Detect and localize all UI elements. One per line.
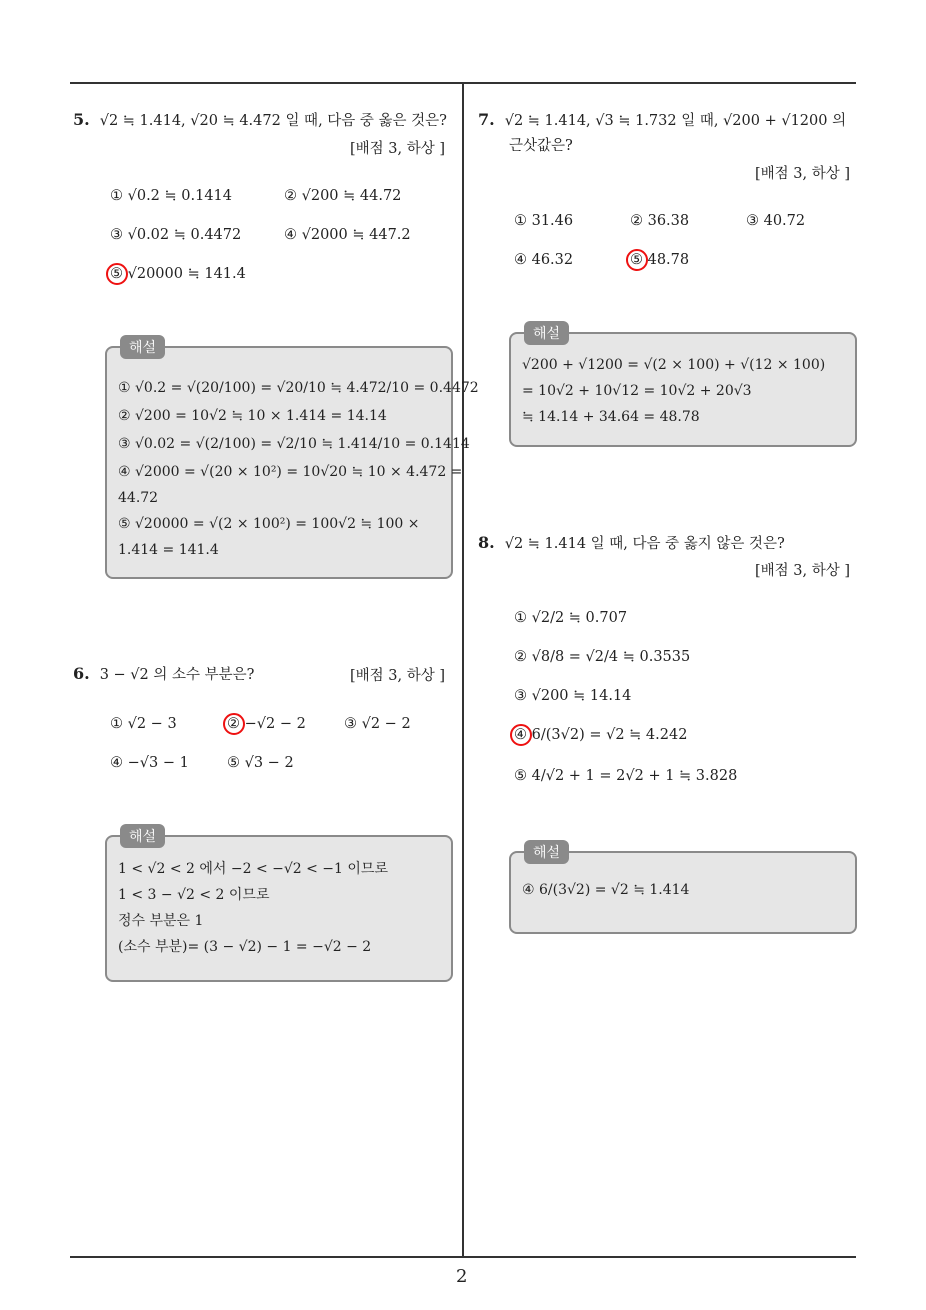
q5-option-5[interactable]: ⑤ √20000 ≒ 141.4 [110,266,246,282]
q6-answer-marker [223,713,245,735]
q5-solution-line: ① √0.2 = √(20/100) = √20/10 ≒ 4.472/10 = 0.4472 [118,380,479,396]
q6-option-3[interactable]: ③ √2 − 2 [344,716,411,732]
q7-option-5[interactable]: ⑤ 48.78 [630,252,690,268]
q6-solution-line: 1 < √2 < 2 에서 −2 < −√2 < −1 이므로 [118,861,388,877]
q8-option-4[interactable]: ④ 6/(3√2) = √2 ≒ 4.242 [514,727,688,743]
q6-option-1[interactable]: ① √2 − 3 [110,716,177,732]
column-divider [462,82,464,1257]
q5-option-4[interactable]: ④ √2000 ≒ 447.2 [284,227,411,243]
question-8-meta: [배점 3, 하상 ] [755,563,851,579]
q6-option-5[interactable]: ⑤ √3 − 2 [227,755,294,771]
question-number: 5. [73,110,90,129]
q5-solution-tag: 해설 [120,335,165,359]
question-number: 6. [73,664,90,683]
question-stem: √2 ≒ 1.414, √20 ≒ 4.472 일 때, 다음 중 옳은 것은? [99,113,447,129]
q6-solution-line: 1 < 3 − √2 < 2 이므로 [118,887,270,903]
q5-solution-line: 44.72 [118,490,159,506]
q7-solution-line: = 10√2 + 10√12 = 10√2 + 20√3 [522,383,752,399]
question-6 [73,664,333,685]
q8-option-2[interactable]: ② √8/8 = √2/4 ≒ 0.3535 [514,649,691,665]
q7-solution-line: √200 + √1200 = √(2 × 100) + √(12 × 100) [522,357,826,373]
q6-solution-line: 정수 부분은 1 [118,913,204,929]
q7-answer-marker [626,249,648,271]
q8-option-5[interactable]: ⑤ 4/√2 + 1 = 2√2 + 1 ≒ 3.828 [514,768,738,784]
q8-option-3[interactable]: ③ √200 ≒ 14.14 [514,688,632,704]
question-6-meta: [배점 3, 하상 ] [350,668,446,684]
q5-option-1[interactable]: ① √0.2 ≒ 0.1414 [110,188,233,204]
q7-option-4[interactable]: ④ 46.32 [514,252,574,268]
q7-option-2[interactable]: ② 36.38 [630,213,690,229]
q5-solution-line: 1.414 = 141.4 [118,542,219,558]
q5-solution-line: ③ √0.02 = √(2/100) = √2/10 ≒ 1.414/10 = 0.1414 [118,436,470,452]
question-number: 7. [478,110,495,129]
question-8 [478,533,863,554]
question-5-meta: [배점 3, 하상 ] [350,141,446,157]
q6-solution-line: (소수 부분)= (3 − √2) − 1 = −√2 − 2 [118,939,372,955]
q5-option-2[interactable]: ② √200 ≒ 44.72 [284,188,402,204]
q7-option-3[interactable]: ③ 40.72 [746,213,806,229]
q7-solution-tag: 해설 [524,321,569,345]
question-7-stem-line-2: 근삿값은? [509,138,573,154]
bottom-rule [70,1256,856,1258]
question-7 [478,110,863,131]
question-5 [73,110,458,131]
q5-option-3[interactable]: ③ √0.02 ≒ 0.4472 [110,227,242,243]
question-stem: 3 − √2 의 소수 부분은? [99,667,255,683]
q5-solution-line: ② √200 = 10√2 ≒ 10 × 1.414 = 14.14 [118,408,387,424]
q5-solution-line: ④ √2000 = √(20 × 10²) = 10√20 ≒ 10 × 4.472 = [118,464,463,480]
q7-option-1[interactable]: ① 31.46 [514,213,574,229]
question-7-meta: [배점 3, 하상 ] [755,166,851,182]
q8-solution-tag: 해설 [524,840,569,864]
q8-solution-line: ④ 6/(3√2) = √2 ≒ 1.414 [522,882,690,898]
question-number: 8. [478,533,495,552]
q5-solution-line: ⑤ √20000 = √(2 × 100²) = 100√2 ≒ 100 × [118,516,420,532]
q7-solution-line: ≒ 14.14 + 34.64 = 48.78 [522,409,700,425]
page-number: 2 [456,1266,468,1287]
q8-option-1[interactable]: ① √2/2 ≒ 0.707 [514,610,628,626]
q6-option-4[interactable]: ④ −√3 − 1 [110,755,189,771]
question-stem-line-1: √2 ≒ 1.414, √3 ≒ 1.732 일 때, √200 + √1200 의 [504,113,847,129]
question-stem: √2 ≒ 1.414 일 때, 다음 중 옳지 않은 것은? [504,536,785,552]
q5-answer-marker [106,263,128,285]
q6-solution-tag: 해설 [120,824,165,848]
q8-answer-marker [510,724,532,746]
q6-option-2[interactable]: ② −√2 − 2 [227,716,306,732]
